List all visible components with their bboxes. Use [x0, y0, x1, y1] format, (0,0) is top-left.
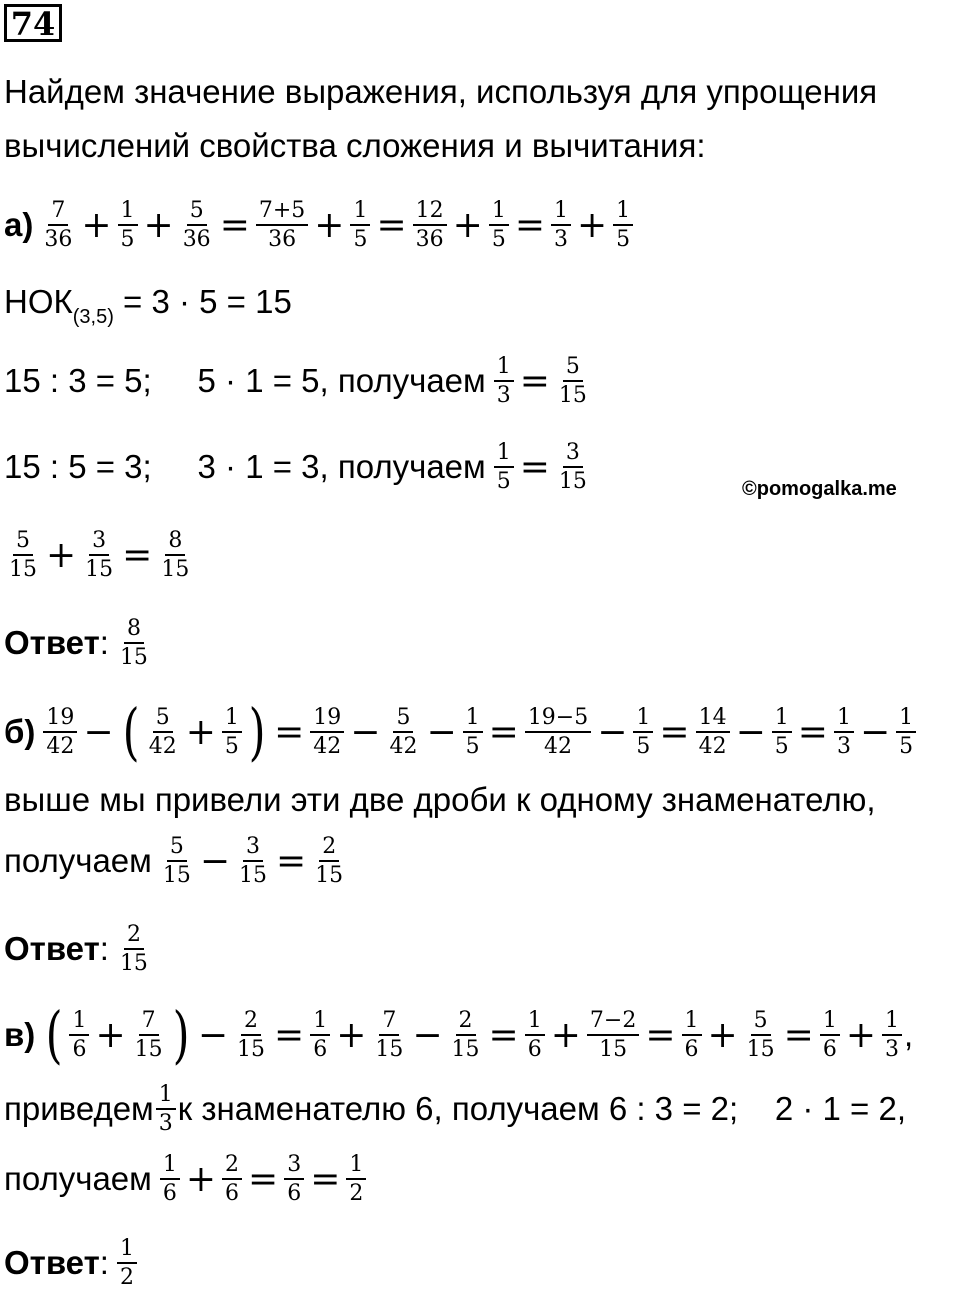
numerator: 1	[613, 199, 633, 226]
fraction	[236, 835, 270, 888]
part-c-result-text: получаем	[4, 1160, 152, 1197]
denominator: 36	[268, 226, 297, 252]
fraction	[449, 1009, 483, 1062]
fraction	[494, 355, 514, 408]
numerator: 2	[222, 1153, 242, 1180]
fraction	[896, 706, 916, 759]
operator: +	[845, 1014, 877, 1056]
numerator: 1	[350, 199, 370, 226]
numerator: 1	[463, 706, 483, 733]
numerator: 3	[563, 441, 583, 468]
numerator: 7−2	[587, 1009, 639, 1036]
denominator: 6	[822, 1036, 837, 1062]
numerator: 1	[834, 706, 854, 733]
part-a-sum-chain	[4, 529, 194, 582]
denominator: 2	[119, 1264, 134, 1290]
fraction	[834, 706, 854, 759]
parenthesis: (	[45, 998, 63, 1071]
denominator: 15	[162, 862, 191, 888]
fraction	[234, 1009, 268, 1062]
denominator: 3	[885, 1036, 900, 1062]
operator: =	[248, 1158, 279, 1200]
part-b-result	[4, 826, 348, 896]
numerator: 1	[494, 355, 514, 382]
step-2	[4, 432, 592, 502]
operator: +	[81, 204, 112, 246]
fraction	[682, 1009, 702, 1062]
operator: +	[550, 1014, 581, 1056]
denominator: 36	[182, 226, 211, 252]
part-b-note: выше мы привели эти две дроби к одному знаменателю,	[4, 781, 876, 818]
fraction	[118, 199, 138, 252]
numerator: 2	[124, 923, 144, 950]
fraction	[312, 835, 346, 888]
denominator: 42	[148, 733, 177, 759]
numerator: 5	[751, 1009, 771, 1036]
operator: =	[645, 1014, 676, 1056]
operator: −	[83, 711, 114, 753]
fraction	[772, 706, 792, 759]
fraction	[525, 706, 591, 759]
denominator: 15	[85, 556, 114, 582]
denominator: 3	[158, 1110, 173, 1136]
operator: =	[122, 534, 153, 576]
operator: =	[488, 1014, 519, 1056]
denominator: 6	[313, 1036, 328, 1062]
fraction	[117, 923, 151, 976]
watermark: ©pomogalka.me	[742, 478, 897, 500]
denominator: 42	[313, 733, 342, 759]
fraction	[413, 199, 447, 252]
numerator: 1	[222, 706, 242, 733]
numerator: 1	[494, 441, 514, 468]
parenthesis: )	[248, 695, 266, 768]
denominator: 15	[315, 862, 344, 888]
part-b-result-chain	[158, 835, 348, 888]
denominator: 6	[527, 1036, 542, 1062]
denominator: 36	[415, 226, 444, 252]
denominator: 5	[224, 733, 239, 759]
operator: =	[274, 711, 305, 753]
fraction	[146, 706, 180, 759]
part-c-bring-text-2: к знаменателю 6, получаем 6 : 3 = 2; 2 · 1 = 2,	[177, 1090, 907, 1127]
operator: =	[797, 711, 828, 753]
part-c-label: в)	[4, 1016, 36, 1053]
denominator: 15	[558, 382, 587, 408]
fraction	[41, 199, 75, 252]
operator: +	[314, 204, 345, 246]
denominator: 3	[496, 382, 511, 408]
numerator: 19	[310, 706, 344, 733]
operator: =	[519, 446, 550, 488]
denominator: 42	[46, 733, 75, 759]
denominator: 15	[451, 1036, 480, 1062]
denominator: 3	[836, 733, 851, 759]
part-a-equation	[4, 190, 635, 260]
fraction	[69, 1009, 89, 1062]
numerator: 1	[551, 199, 571, 226]
numerator: 1	[896, 706, 916, 733]
numerator: 5	[153, 706, 173, 733]
lcm-subscript: (3,5)	[72, 306, 114, 328]
operator: =	[274, 1014, 305, 1056]
part-a-label: а)	[4, 206, 34, 243]
denominator: 15	[558, 468, 587, 494]
fraction	[43, 706, 77, 759]
numerator: 7	[48, 199, 68, 226]
part-a-answer	[4, 608, 153, 678]
operator: +	[185, 1158, 217, 1200]
fraction	[613, 199, 633, 252]
fraction	[489, 199, 509, 252]
comma: ,	[904, 1016, 914, 1053]
denominator: 5	[353, 226, 368, 252]
denominator: 42	[389, 733, 418, 759]
denominator: 36	[44, 226, 73, 252]
numerator: 2	[319, 835, 339, 862]
part-b-answer-chain	[115, 923, 153, 976]
operator: =	[219, 204, 250, 246]
part-c-answer	[4, 1228, 139, 1298]
numerator: 7	[139, 1009, 159, 1036]
task-number: 74	[4, 4, 62, 42]
part-c-bring	[4, 1074, 906, 1144]
denominator: 6	[684, 1036, 699, 1062]
fraction	[494, 441, 514, 494]
denominator: 42	[698, 733, 727, 759]
answer-label-a: Ответ	[4, 624, 100, 661]
part-c-result	[4, 1144, 368, 1214]
denominator: 5	[491, 226, 506, 252]
denominator: 5	[774, 733, 789, 759]
denominator: 6	[287, 1180, 302, 1206]
part-c-bring-chain	[154, 1083, 178, 1136]
denominator: 15	[9, 556, 37, 582]
fraction	[180, 199, 214, 252]
operator: +	[143, 204, 174, 246]
numerator: 1	[310, 1009, 330, 1036]
numerator: 1	[346, 1153, 366, 1180]
fraction	[350, 199, 370, 252]
fraction	[6, 529, 40, 582]
answer-sep-a: :	[99, 624, 109, 661]
numerator: 1	[117, 1237, 137, 1264]
step-1-text: 15 : 3 = 5; 5 · 1 = 5, получаем	[4, 362, 486, 399]
operator: −	[859, 711, 891, 753]
fraction	[284, 1153, 304, 1206]
operator: =	[519, 360, 550, 402]
numerator: 3	[89, 529, 109, 556]
fraction	[386, 706, 420, 759]
fraction	[256, 199, 308, 252]
part-a-answer-chain	[115, 617, 153, 670]
numerator: 3	[284, 1153, 304, 1180]
numerator: 5	[187, 199, 207, 226]
step-2-text: 15 : 5 = 3; 3 · 1 = 3, получаем	[4, 448, 486, 485]
fraction	[222, 1153, 242, 1206]
numerator: 2	[241, 1009, 261, 1036]
answer-sep-b: :	[99, 930, 109, 967]
fraction	[117, 617, 151, 670]
part-b-equation	[4, 695, 918, 769]
operator: −	[412, 1014, 443, 1056]
denominator: 3	[553, 226, 568, 252]
part-b-result-text: получаем	[4, 842, 152, 879]
fraction	[310, 1009, 330, 1062]
numerator: 19	[43, 706, 77, 733]
parenthesis: )	[172, 998, 190, 1071]
operator: =	[659, 711, 690, 753]
denominator: 5	[616, 226, 631, 252]
fraction	[82, 529, 116, 582]
operator: −	[735, 711, 766, 753]
answer-sep-c: :	[99, 1244, 109, 1281]
numerator: 2	[456, 1009, 476, 1036]
denominator: 15	[239, 862, 268, 888]
fraction	[525, 1009, 545, 1062]
part-c-equation	[4, 998, 913, 1072]
fraction	[696, 706, 730, 759]
fraction	[346, 1153, 366, 1206]
denominator: 15	[119, 644, 148, 670]
part-c-answer-chain	[115, 1237, 139, 1290]
denominator: 15	[375, 1036, 404, 1062]
numerator: 8	[124, 617, 144, 644]
intro-line-2: вычислений свойства сложения и вычитания:	[4, 127, 706, 164]
operator: =	[376, 204, 407, 246]
part-b-label: б)	[4, 713, 36, 750]
numerator: 5	[13, 529, 33, 556]
fraction	[160, 835, 194, 888]
numerator: 1	[160, 1153, 180, 1180]
numerator: 1	[118, 199, 138, 226]
fraction	[117, 1237, 137, 1290]
step-2-chain	[492, 441, 592, 494]
intro-line-1: Найдем значение выражения, используя для упрощения	[4, 73, 878, 110]
fraction	[587, 1009, 639, 1062]
operator: =	[783, 1014, 814, 1056]
fraction	[463, 706, 483, 759]
numerator: 12	[413, 199, 447, 226]
numerator: 1	[820, 1009, 840, 1036]
fraction	[158, 529, 192, 582]
denominator: 5	[899, 733, 914, 759]
numerator: 8	[165, 529, 185, 556]
operator: =	[310, 1158, 341, 1200]
denominator: 15	[746, 1036, 775, 1062]
fraction	[310, 706, 344, 759]
fraction	[633, 706, 653, 759]
fraction	[551, 199, 571, 252]
numerator: 1	[682, 1009, 702, 1036]
fraction	[882, 1009, 902, 1062]
denominator: 6	[72, 1036, 87, 1062]
operator: −	[197, 1014, 229, 1056]
operator: −	[597, 711, 628, 753]
fraction	[156, 1083, 176, 1136]
part-b-answer	[4, 914, 153, 984]
numerator: 1	[633, 706, 653, 733]
fraction	[222, 706, 242, 759]
denominator: 42	[544, 733, 573, 759]
lcm-prefix: НОК	[4, 283, 73, 320]
numerator: 5	[393, 706, 413, 733]
fraction	[372, 1009, 406, 1062]
operator: +	[46, 534, 77, 576]
operator: −	[426, 711, 457, 753]
numerator: 1	[69, 1009, 89, 1036]
fraction	[820, 1009, 840, 1062]
operator: +	[336, 1014, 367, 1056]
fraction	[556, 441, 590, 494]
denominator: 15	[134, 1036, 163, 1062]
numerator: 14	[696, 706, 730, 733]
numerator: 1	[489, 199, 509, 226]
denominator: 2	[349, 1180, 364, 1206]
operator: +	[185, 711, 216, 753]
numerator: 1	[772, 706, 792, 733]
denominator: 15	[599, 1036, 628, 1062]
part-a-sum	[4, 520, 194, 590]
lcm-rest: = 3 · 5 = 15	[113, 283, 292, 320]
answer-label-c: Ответ	[4, 1244, 100, 1281]
fraction	[132, 1009, 166, 1062]
numerator: 5	[167, 835, 187, 862]
operator: =	[514, 204, 545, 246]
part-a-chain	[39, 199, 635, 252]
numerator: 19−5	[525, 706, 591, 733]
operator: +	[707, 1014, 738, 1056]
answer-label-b: Ответ	[4, 930, 100, 967]
denominator: 5	[636, 733, 651, 759]
denominator: 15	[161, 556, 190, 582]
denominator: 5	[120, 226, 135, 252]
fraction	[556, 355, 590, 408]
parenthesis: (	[122, 695, 140, 768]
denominator: 6	[162, 1180, 177, 1206]
part-c-result-chain	[158, 1153, 369, 1206]
numerator: 7+5	[256, 199, 308, 226]
fraction	[744, 1009, 778, 1062]
part-c-bring-text-1: приведем	[4, 1090, 154, 1127]
part-b-chain	[41, 695, 918, 768]
operator: +	[95, 1014, 126, 1056]
step-1-chain	[492, 355, 592, 408]
denominator: 5	[496, 468, 511, 494]
numerator: 5	[563, 355, 583, 382]
lcm-line	[4, 282, 292, 327]
operator: =	[276, 840, 307, 882]
numerator: 1	[156, 1083, 176, 1110]
numerator: 3	[243, 835, 263, 862]
numerator: 1	[882, 1009, 902, 1036]
numerator: 1	[525, 1009, 545, 1036]
operator: −	[199, 840, 231, 882]
denominator: 6	[225, 1180, 240, 1206]
denominator: 15	[119, 950, 148, 976]
numerator: 7	[379, 1009, 399, 1036]
step-1	[4, 346, 592, 416]
operator: +	[452, 204, 483, 246]
operator: =	[488, 711, 519, 753]
operator: +	[576, 204, 608, 246]
denominator: 15	[237, 1036, 266, 1062]
fraction	[160, 1153, 180, 1206]
operator: −	[350, 711, 381, 753]
denominator: 5	[465, 733, 480, 759]
part-c-chain	[41, 998, 914, 1071]
